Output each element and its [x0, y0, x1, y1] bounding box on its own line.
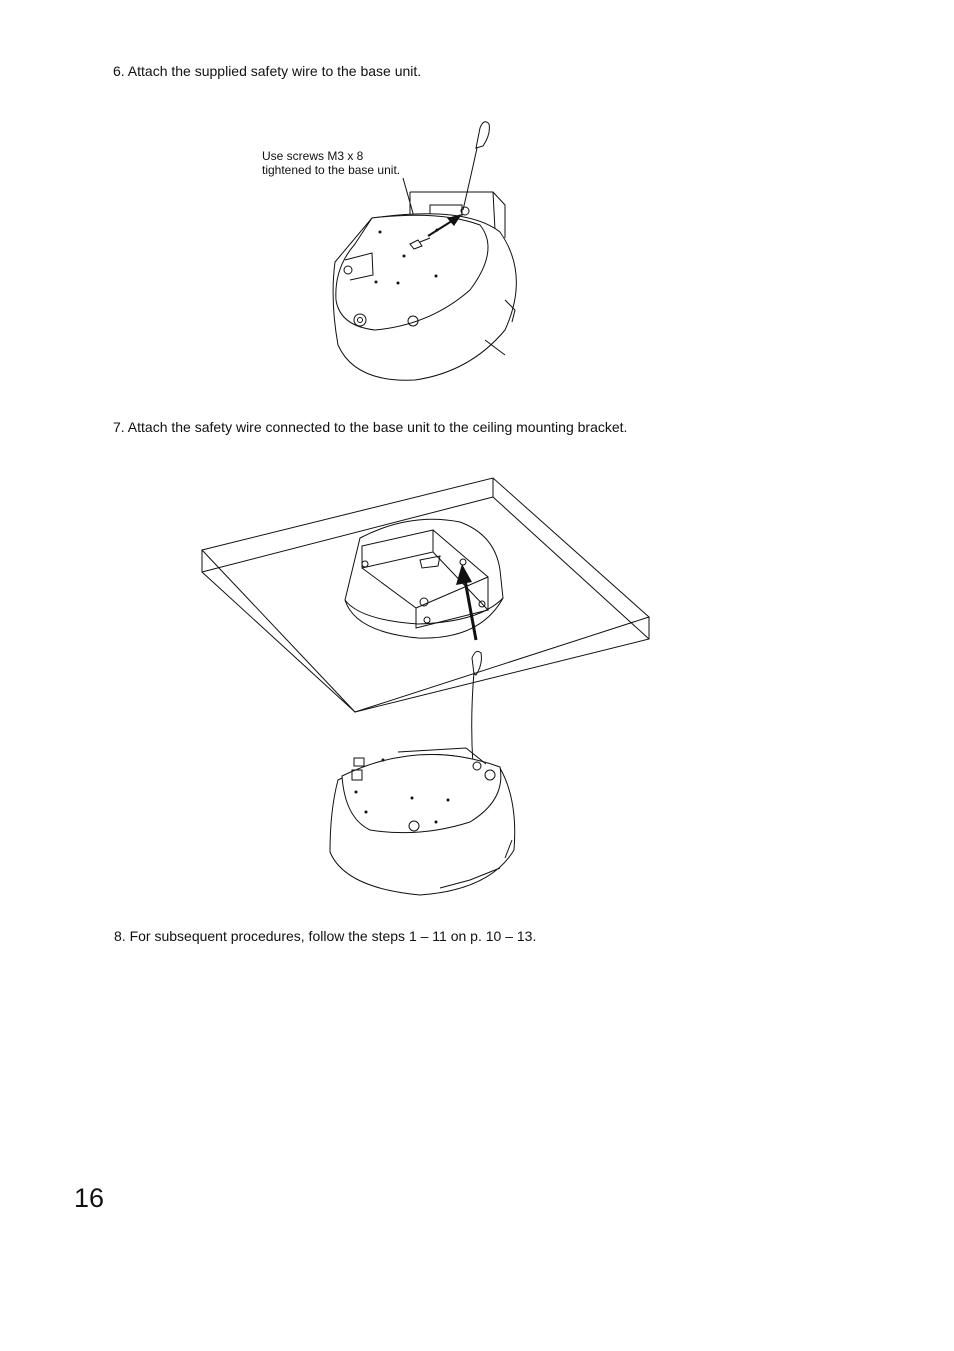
- page-number: 16: [74, 1183, 105, 1213]
- ceiling-bracket-illustration: [0, 440, 954, 910]
- callout-line-1: Use screws M3 x 8: [262, 149, 364, 163]
- step-8-text: 8. For subsequent procedures, follow the steps 1 – 11 on p. 10 – 13.: [114, 928, 537, 944]
- base-unit-wire-illustration: [0, 0, 954, 420]
- step-7-text: 7. Attach the safety wire connected to the base unit to the ceiling mounting bracket.: [113, 419, 628, 435]
- safety-wire: [463, 148, 477, 210]
- hanging-safety-wire: [472, 672, 474, 765]
- step-6-text: 6. Attach the supplied safety wire to the base unit.: [113, 63, 422, 79]
- wire-clip: [476, 122, 489, 148]
- callout-line-2: tightened to the base unit.: [262, 163, 401, 177]
